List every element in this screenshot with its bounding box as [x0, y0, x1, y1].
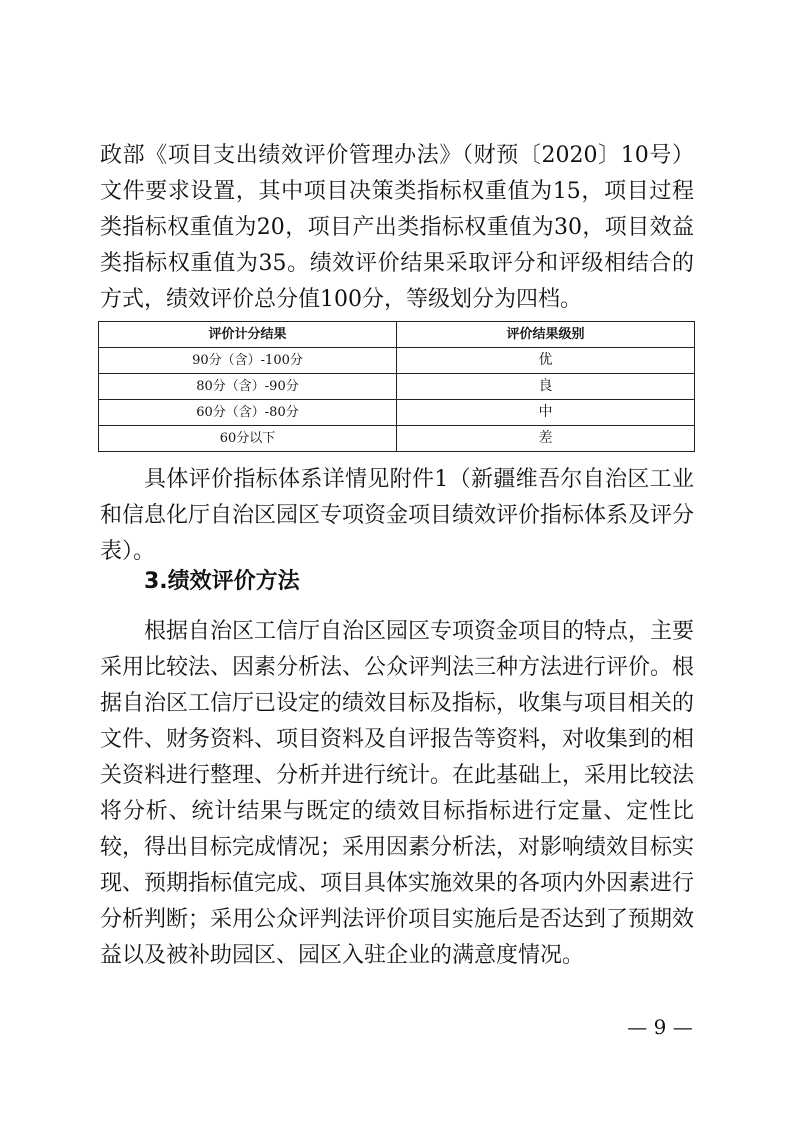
table-row	[99, 400, 695, 426]
paragraph-appendix-reference: 具体评价指标体系详情见附件1（新疆维吾尔自治区工业和信息化厅自治区园区专项资金项目绩效评价指标体系及评分表）。	[100, 467, 695, 564]
header-grade: 评价结果级别	[397, 322, 695, 348]
page-number: — 9 —	[627, 1015, 693, 1039]
paragraph-weights: 政部《项目支出绩效评价管理办法》（财预〔2020〕10号）文件要求设置，其中项目决策类指标权重值为15，项目过程类指标权重值为20，项目产出类指标权重值为30，项目效益类指标权重值为35。绩效评价结果采取评分和评级相结合的方式，绩效评价总分值100分，等级划分为四档。	[100, 143, 694, 312]
section-heading: 3.绩效评价方法	[144, 569, 300, 594]
grade-cell: 中	[397, 400, 695, 426]
table-row	[99, 426, 695, 452]
score-cell: 60分以下	[99, 426, 397, 452]
table-row	[99, 348, 695, 374]
header-score: 评价计分结果	[99, 322, 397, 348]
score-cell: 90分（含）-100分	[99, 348, 397, 374]
paragraph-evaluation-methods: 根据自治区工信厅自治区园区专项资金项目的特点，主要采用比较法、因素分析法、公众评判法三种方法进行评价。根据自治区工信厅已设定的绩效目标及指标，收集与项目相关的文件、财务资料、项目资料及自评报告等资料，对收集到的相关资料进行整理、分析并进行统计。在此基础上，采用比较法将分析、统计结果与既定的绩效目标指标进行定量、定性比较，得出目标完成情况；采用因素分析法，对影响绩效目标实现、预期指标值完成、项目具体实施效果的各项内外因素进行分析判断；采用公众评判法评价项目实施后是否达到了预期效益以及被补助园区、园区入驻企业的满意度情况。	[100, 619, 695, 968]
score-cell: 60分（含）-80分	[99, 400, 397, 426]
score-cell: 80分（含）-90分	[99, 374, 397, 400]
grade-cell: 差	[397, 426, 695, 452]
table-header-row	[99, 322, 695, 348]
grade-cell: 良	[397, 374, 695, 400]
grading-table	[98, 321, 695, 452]
table-row	[99, 374, 695, 400]
grade-cell: 优	[397, 348, 695, 374]
